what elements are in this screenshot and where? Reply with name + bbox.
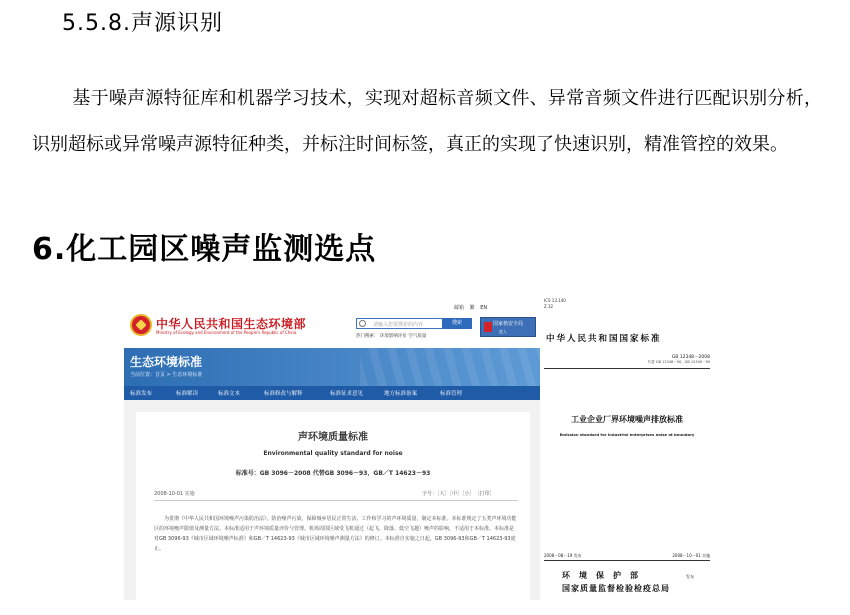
nav-item[interactable]: 标准修改与解释	[264, 391, 303, 397]
nav-item[interactable]: 地方标准备案	[384, 391, 418, 397]
publisher-tag: 发布	[686, 574, 694, 579]
section-6-heading: 6.化工园区噪声监测选点	[32, 232, 377, 267]
nav-item[interactable]: 标准管理	[440, 391, 463, 397]
search-placeholder: 请输入您要搜索的内容	[373, 322, 424, 328]
standard-title-cn: 工业企业厂界环境噪声排放标准	[571, 414, 683, 424]
publisher-1: 环境保护部	[562, 570, 647, 580]
badge-sub: 进入	[499, 329, 507, 334]
traditional-link[interactable]: 繁	[469, 305, 475, 311]
site-nav	[124, 386, 540, 400]
divider	[544, 560, 710, 561]
doc-body: 为贯彻《中华人民共和国环境噪声污染防治法》，防治噪声污染，保障城乡居民正常生活、工作和学习的声环境质量，制定本标准。本标准规定了五类声环境功能区的环境噪声限值及测量方法。本标准适用于声环境质量评价与管理。机场周围区域受飞机通过（起飞、降落、低空飞越）噪声的影响，不适用于本标准。本标准是对GB 3096-93《城市区域环境噪声标准》和GB／T 14623-93《城市区域环境噪声测量方法》的修订。本标准自实施之日起，GB 3096-93和GB／T 14623-93废止。	[154, 516, 517, 552]
doc-title: 声环境质量标准	[298, 432, 368, 443]
top-links	[454, 304, 491, 311]
ministry-website-screenshot	[124, 296, 540, 600]
nuclear-safety-badge[interactable]	[480, 317, 536, 337]
gb-number: GB 12348－2008	[671, 355, 710, 360]
section-5-5-8-heading: 5.5.8.声源识别	[62, 11, 223, 36]
nav-item[interactable]: 标准征求意见	[330, 391, 364, 397]
breadcrumb: 当前位置：首页 > 生态环境标准	[130, 372, 203, 378]
standard-document	[136, 412, 530, 600]
ics-line: ICS 13.140	[544, 298, 566, 303]
nav-item[interactable]: 标准发布	[130, 391, 153, 397]
ics-line: Z 32	[544, 304, 554, 309]
ics-code	[544, 298, 566, 310]
body-paragraph-text: 基于噪声源特征库和机器学习技术，实现对超标音频文件、异常音频文件进行匹配识别分析，识别超标或异常噪声源特征种类，并标注时间标签，真正的实现了快速识别，精准管控的效果。	[32, 88, 822, 155]
nav-item[interactable]: 标准解读	[176, 391, 199, 397]
divider	[544, 368, 710, 369]
mail-link[interactable]: 邮箱	[454, 305, 465, 311]
banner-title: 生态环境标准	[130, 355, 203, 369]
doc-date: 2008-10-01 实施	[154, 491, 195, 497]
doc-standard-number: 标准号：GB 3096－2008 代替GB 3096－93，GB／T 14623－93	[235, 470, 431, 477]
publisher-2: 国家质量监督检验检疫总局	[562, 583, 670, 593]
divider	[154, 500, 518, 501]
doc-title-en: Environmental quality standard for noise	[263, 450, 403, 457]
ministry-name-cn: 中华人民共和国生态环境部	[156, 317, 307, 331]
nuclear-safety-icon	[484, 322, 492, 332]
national-emblem-icon	[130, 314, 152, 336]
standard-title-en: Emission standard for industrial enterprises noise at boundary	[559, 432, 695, 437]
hot-search: 热门搜索： 环境影响评价 空气质量	[356, 334, 427, 339]
search-button[interactable]: 搜索	[442, 318, 472, 329]
ministry-name-en: Ministry of Ecology and Environment of the People's Republic of China	[156, 330, 297, 335]
badge-title: 国家核安全局	[493, 321, 524, 327]
national-standard-title: 中华人民共和国国家标准	[546, 334, 662, 344]
implementation-date: 2008－10－01 实施	[672, 553, 710, 558]
nav-item[interactable]: 标准文本	[218, 391, 241, 397]
english-link[interactable]: EN	[480, 305, 488, 311]
standard-cover-screenshot	[540, 296, 714, 600]
search-icon	[359, 320, 366, 327]
body-paragraph	[32, 76, 822, 168]
site-header	[124, 296, 540, 348]
gb-replaces: 代替 GB 12348－90，GB 12349－90	[647, 360, 710, 364]
font-size-controls[interactable]: 字号：［大］［中］［小］ ［打印］	[422, 491, 495, 497]
issue-date: 2008－08－19 发布	[544, 553, 582, 558]
